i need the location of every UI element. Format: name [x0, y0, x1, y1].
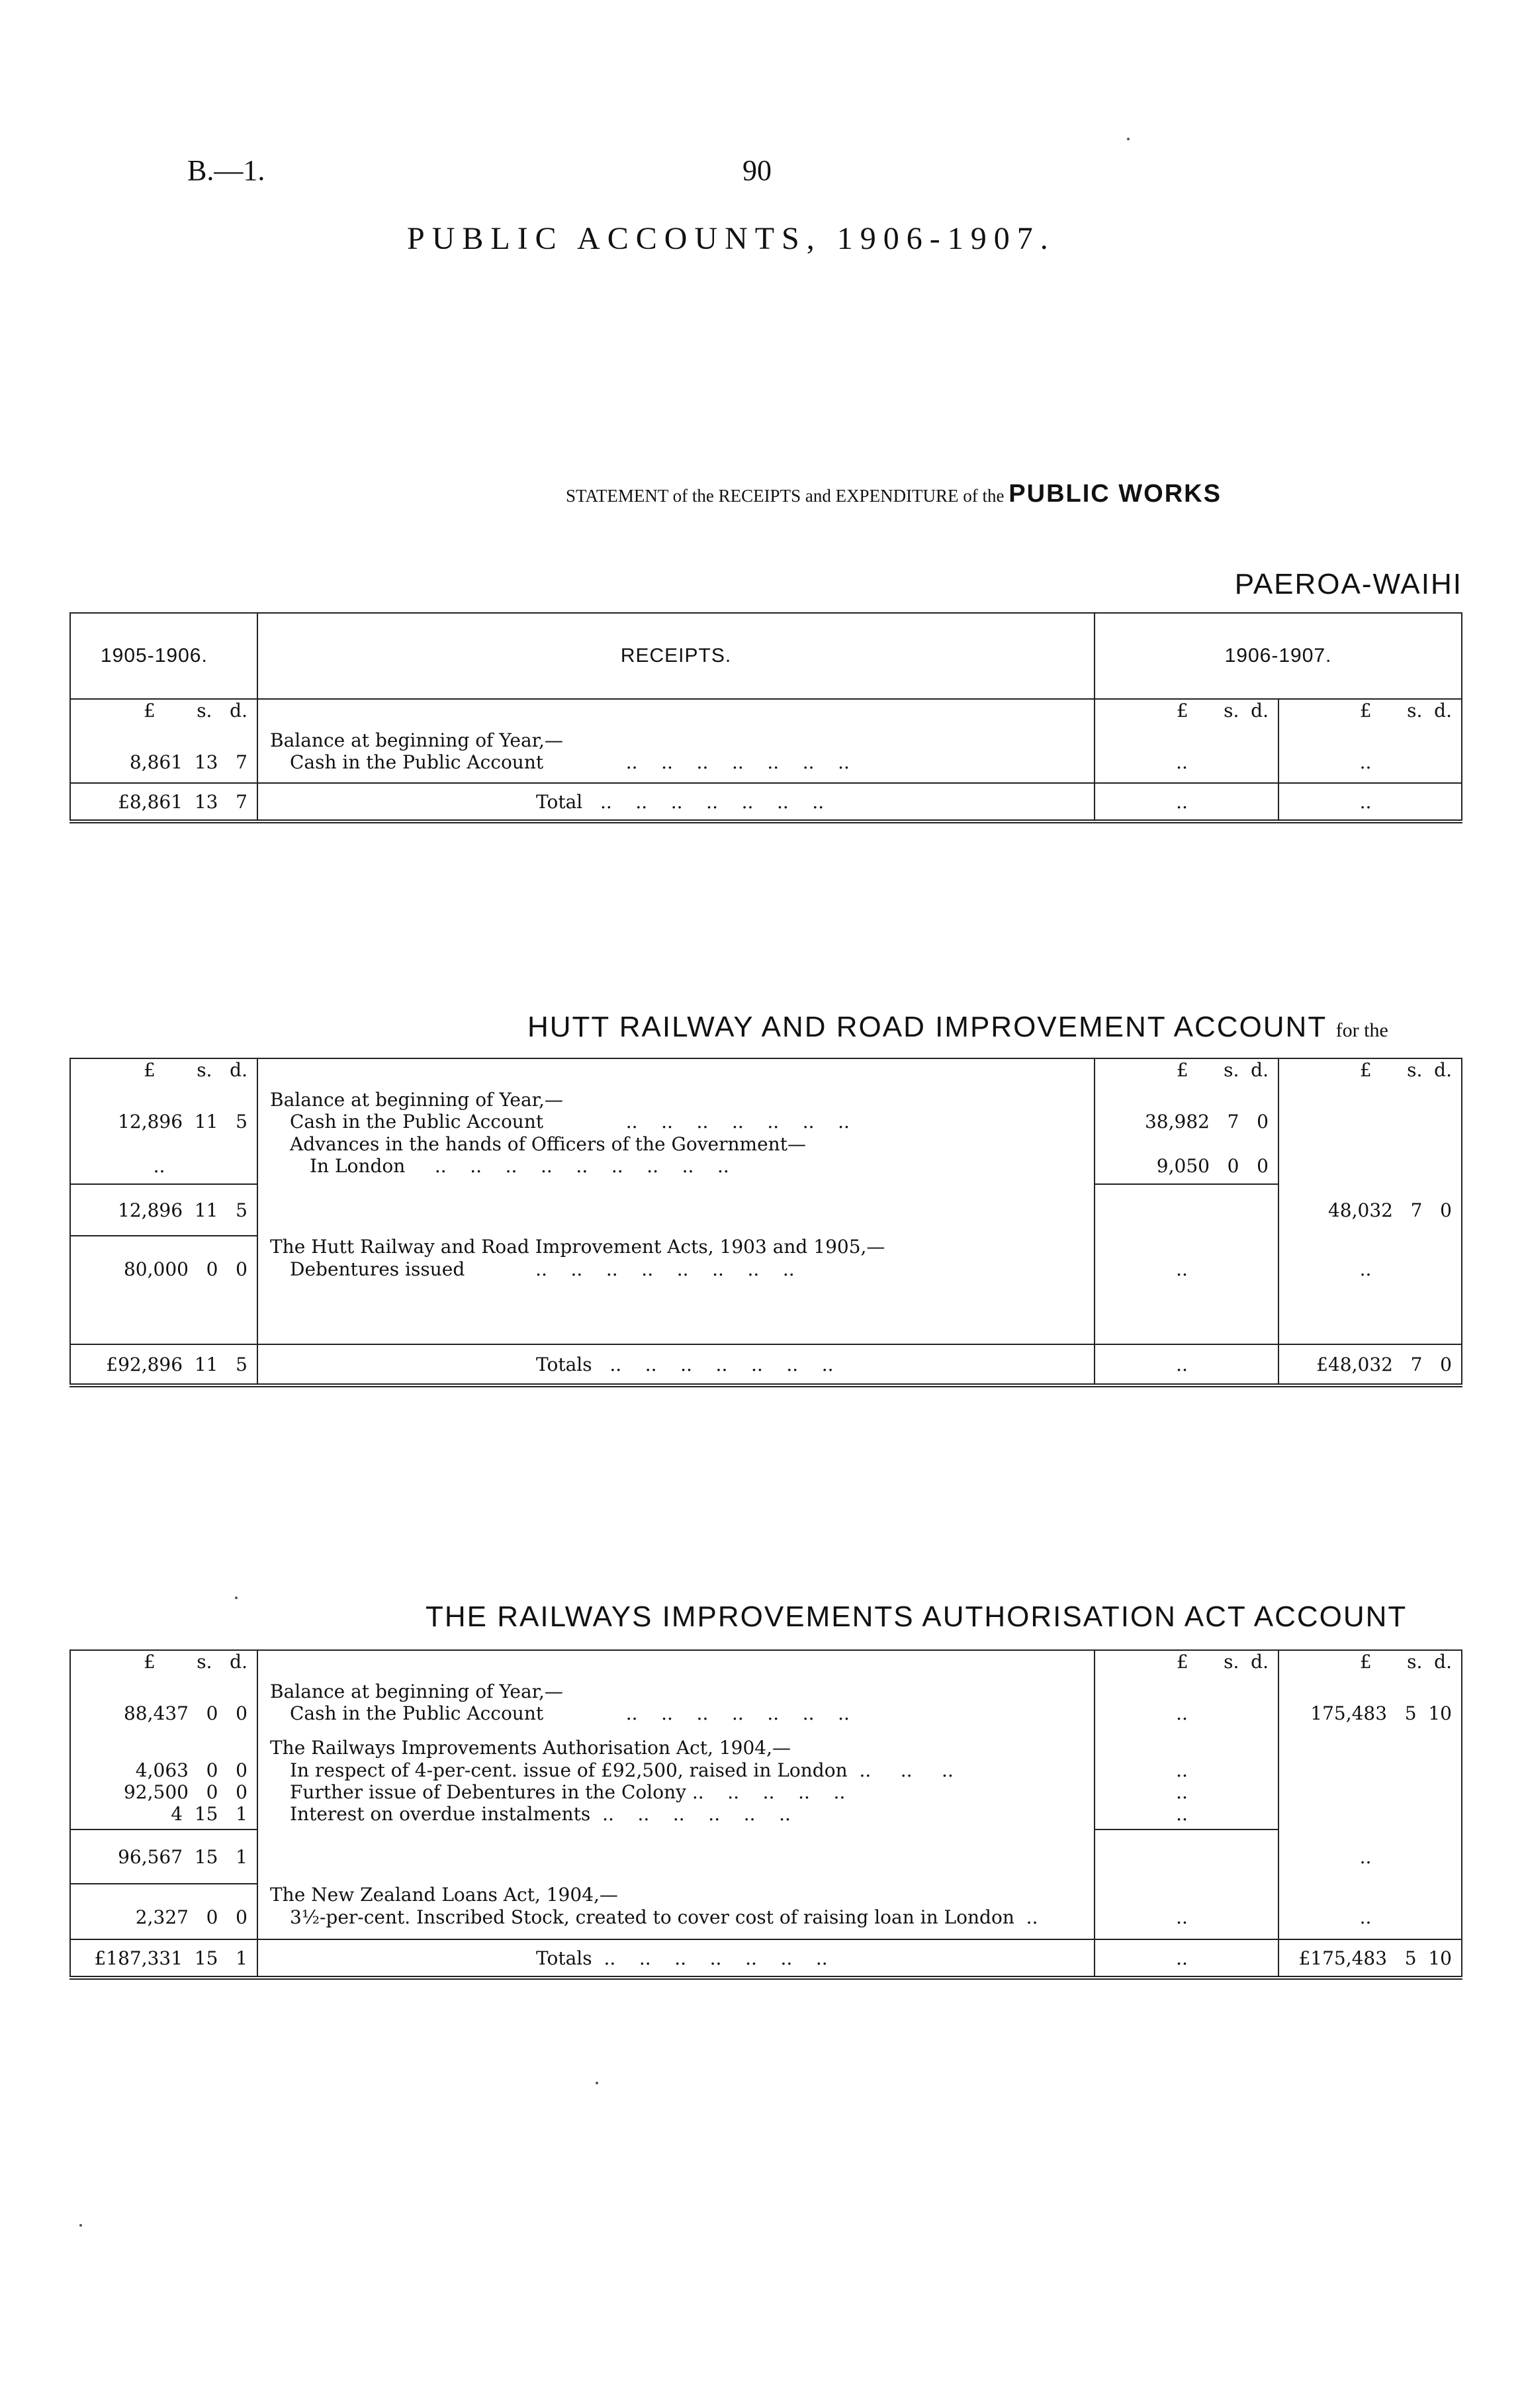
paeroa-unit-labels: £ s. d.	[70, 699, 257, 729]
paeroa-cur-year-header: 1906-1907.	[1095, 613, 1462, 699]
hutt-subtotal-prev: 12,896 11 5	[70, 1184, 257, 1236]
hutt-london-a: 9,050 0 0	[1095, 1155, 1278, 1184]
railways-total-row: Totals .. .. .. .. .. .. ..	[257, 1939, 1095, 1978]
railways-table	[69, 1649, 1462, 1980]
hutt-cash-a: 38,982 7 0	[1095, 1111, 1278, 1133]
railways-cash-row: Cash in the Public Account .. .. .. .. .. .. ..	[257, 1702, 1095, 1737]
scan-speck	[79, 2224, 82, 2227]
hutt-debentures-prev: 80,000 0 0	[70, 1258, 257, 1344]
railways-act-row1-prev: 4,063 0 0	[70, 1759, 257, 1781]
hutt-cash-prev: 12,896 11 5	[70, 1111, 257, 1133]
paeroa-total-a: ..	[1095, 783, 1278, 821]
hutt-debentures-a: ..	[1095, 1258, 1278, 1344]
hutt-total-prev: £92,896 11 5	[70, 1344, 257, 1385]
paeroa-cash-row: Cash in the Public Account .. .. .. .. .. .. ..	[257, 751, 1095, 783]
paeroa-cash-prev: 8,861 13 7	[70, 751, 257, 783]
scan-speck	[1127, 138, 1130, 140]
paeroa-total-b: ..	[1278, 783, 1462, 821]
paeroa-balance-heading: Balance at beginning of Year,—	[257, 729, 1095, 751]
hutt-title-suffix: for the	[1335, 1019, 1388, 1041]
statement-emphasis: PUBLIC WORKS	[1009, 480, 1222, 508]
hutt-title-main: HUTT RAILWAY AND ROAD IMPROVEMENT ACCOUNT	[527, 1011, 1327, 1043]
hutt-table	[69, 1058, 1462, 1387]
railways-loans-row: 3½-per-cent. Inscribed Stock, created to cover cost of raising loan in London ..	[257, 1906, 1095, 1939]
railways-unit-labels-a: £ s. d.	[1095, 1650, 1278, 1681]
railways-act-row2: Further issue of Debentures in the Colony .. .. .. .. ..	[257, 1781, 1095, 1803]
railways-loans-b: ..	[1278, 1906, 1462, 1939]
scan-speck	[596, 2082, 598, 2084]
hutt-section-title	[527, 1011, 1388, 1044]
railways-loans-heading: The New Zealand Loans Act, 1904,—	[257, 1884, 1095, 1906]
railways-subtotal-prev: 96,567 15 1	[70, 1829, 257, 1884]
railways-total-b: £175,483 5 10	[1278, 1939, 1462, 1978]
railways-unit-labels-b: £ s. d.	[1278, 1650, 1462, 1681]
page-reference: B.—1.	[187, 154, 265, 187]
hutt-unit-labels: £ s. d.	[70, 1058, 257, 1089]
railways-act-row1: In respect of 4-per-cent. issue of £92,500, raised in London .. .. ..	[257, 1759, 1095, 1781]
paeroa-total-row: Total .. .. .. .. .. .. ..	[257, 783, 1095, 821]
page-number: 90	[742, 154, 772, 187]
railways-cash-prev: 88,437 0 0	[70, 1702, 257, 1737]
railways-loans-prev: 2,327 0 0	[70, 1906, 257, 1939]
railways-cash-a: ..	[1095, 1702, 1278, 1737]
hutt-total-row: Totals .. .. .. .. .. .. ..	[257, 1344, 1095, 1385]
railways-act-row2-a: ..	[1095, 1781, 1278, 1803]
hutt-debentures-row: Debentures issued .. .. .. .. .. .. .. ..	[257, 1258, 1095, 1344]
railways-act-row3-prev: 4 15 1	[70, 1803, 257, 1829]
hutt-total-b: £48,032 7 0	[1278, 1344, 1462, 1385]
hutt-advances-heading: Advances in the hands of Officers of the Government—	[257, 1133, 1095, 1155]
paeroa-section-title: PAEROA-WAIHI	[1234, 568, 1462, 600]
railways-act-row1-a: ..	[1095, 1759, 1278, 1781]
railways-unit-labels: £ s. d.	[70, 1650, 257, 1681]
railways-section-title: THE RAILWAYS IMPROVEMENTS AUTHORISATION ACT ACCOUNT	[426, 1600, 1408, 1633]
paeroa-cash-b: ..	[1278, 751, 1462, 783]
paeroa-cash-a: ..	[1095, 751, 1278, 783]
hutt-london-prev: ..	[70, 1155, 257, 1184]
paeroa-table	[69, 612, 1462, 823]
paeroa-total-prev: £8,861 13 7	[70, 783, 257, 821]
railways-subtotal-b: ..	[1278, 1829, 1462, 1884]
railways-total-prev: £187,331 15 1	[70, 1939, 257, 1978]
hutt-debentures-b: ..	[1278, 1258, 1462, 1344]
hutt-london-row: In London .. .. .. .. .. .. .. .. ..	[257, 1155, 1095, 1184]
hutt-balance-heading: Balance at beginning of Year,—	[257, 1089, 1095, 1111]
railways-balance-heading: Balance at beginning of Year,—	[257, 1681, 1095, 1702]
hutt-debentures-heading: The Hutt Railway and Road Improvement Acts, 1903 and 1905,—	[257, 1236, 1095, 1258]
railways-act-row3-a: ..	[1095, 1803, 1278, 1829]
hutt-unit-labels-b: £ s. d.	[1278, 1058, 1462, 1089]
hutt-total-a: ..	[1095, 1344, 1278, 1385]
railways-loans-a: ..	[1095, 1906, 1278, 1939]
statement-prefix: STATEMENT of the RECEIPTS and EXPENDITURE of the	[566, 486, 1005, 506]
hutt-subtotal-b: 48,032 7 0	[1278, 1184, 1462, 1236]
railways-act-row2-prev: 92,500 0 0	[70, 1781, 257, 1803]
railways-total-a: ..	[1095, 1939, 1278, 1978]
page-title: PUBLIC ACCOUNTS, 1906-1907.	[407, 221, 1055, 256]
paeroa-unit-labels-b: £ s. d.	[1278, 699, 1462, 729]
statement-line	[566, 480, 1222, 508]
paeroa-prev-year-header: 1905-1906.	[70, 613, 257, 699]
railways-cash-b: 175,483 5 10	[1278, 1702, 1462, 1737]
railways-act-row3: Interest on overdue instalments .. .. .. .. .. ..	[257, 1803, 1095, 1829]
paeroa-unit-labels-a: £ s. d.	[1095, 699, 1278, 729]
hutt-cash-row: Cash in the Public Account .. .. .. .. .. .. ..	[257, 1111, 1095, 1133]
scan-speck	[235, 1597, 238, 1599]
hutt-unit-labels-a: £ s. d.	[1095, 1058, 1278, 1089]
railways-act-heading: The Railways Improvements Authorisation Act, 1904,—	[257, 1737, 1095, 1759]
paeroa-receipts-header: RECEIPTS.	[257, 613, 1095, 699]
